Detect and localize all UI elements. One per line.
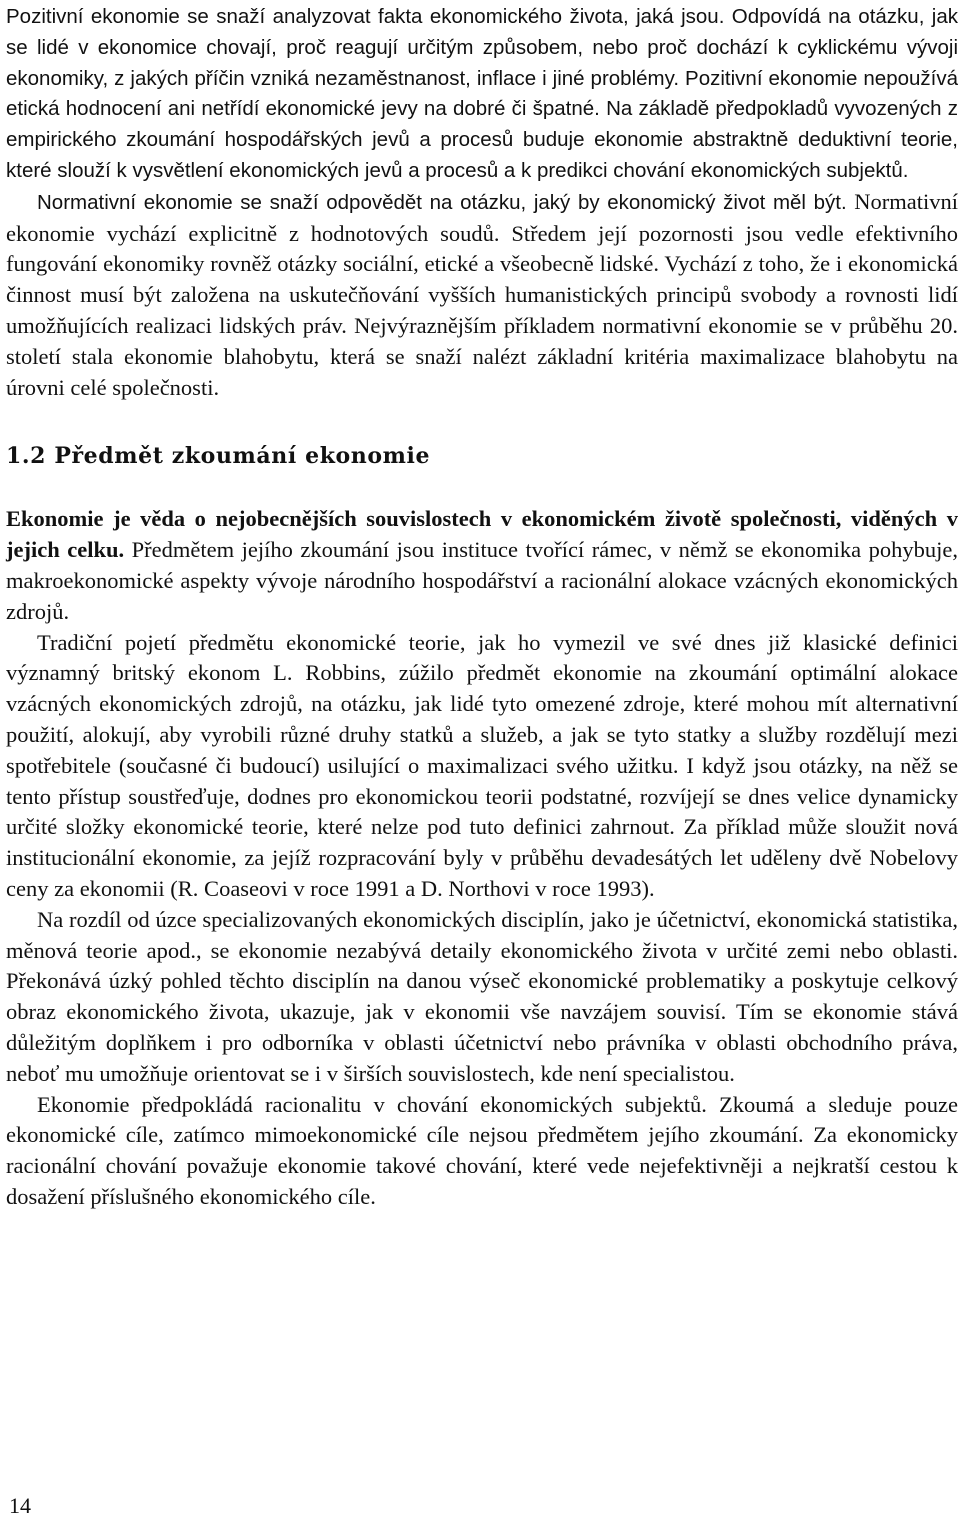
paragraph-disciplines: Na rozdíl od úzce specializovaných ekonomických disciplín, jako je účetnictví, ekonomická statistika, měnová teorie apod., se ekonomie nezabývá detaily ekonomického života v určité zemi nebo oblasti. Překonává úzký pohled těchto disciplín na danou výseč ekonomické problematiky a poskytuje celkový obraz ekonomického života, ukazuje, jak v ekonomii vše navzájem souvisí. Tím se ekonomie stává důležitým doplňkem i pro odborníka v oblasti účetnictví nebo právníka v oblasti obchodního práva, neboť mu umožňuje orientovat se i v širších souvislostech, kde není specialistou.	[6, 906, 958, 1086]
definition-bold-text: Ekonomie je věda o nejobecnějších souvislostech v ekonomickém životě společnosti, viděných v jejich celku.	[6, 506, 958, 563]
paragraph-positive-economics: Pozitivní ekonomie se snaží analyzovat fakta ekonomického života, jaká jsou. Odpovídá na otázku, jak se lidé v ekonomice chovají, proč reagují určitým způsobem, nebo proč dochází k cyklickému vývoji ekonomiky, z jakých příčin vzniká nezaměstnanost, inflace i jiné problémy. Pozitivní ekonomie nepoužívá etická hodnocení ani netřídí ekonomické jevy na dobré či špatné. Na základě předpokladů vyvozených z empirického zkoumání hospodářských jevů a procesů buduje ekonomie abstraktně deduktivní teorie, které slouží k vysvětlení ekonomických jevů a procesů a k predikci chování ekonomických subjektů.	[6, 5, 958, 182]
paragraph-normative-economics	[6, 187, 958, 404]
normative-body-text: Normativní ekonomie vychází explicitně z hodnotových soudů. Středem její pozornosti jsou vedle efektivního fungování ekonomiky rovněž otázky sociální, etické a všeobecně lidské. Vychází z toho, že i ekonomická činnost musí být založena na uskutečňování vyšších humanistických principů svobody a rovnosti lidí umožňujících realizaci lidských práv. Nejvýraznějším příkladem normativní ekonomie se v průběhu 20. století stala ekonomie blahobytu, která se snaží nalézt základní kritéria maximalizace blahobytu na úrovni celé společnosti.	[6, 188, 959, 400]
page-number: 14	[9, 1493, 31, 1518]
paragraph-robbins: Tradiční pojetí předmětu ekonomické teorie, jak ho vymezil ve své dnes již klasické definici významný britský ekonom L. Robbins, zúžilo předmět ekonomie na zkoumání optimální alokace vzácných ekonomických zdrojů, na otázku, jak lidé tyto omezené zdroje, které mohou mít alternativní použití, alokují, aby vyrobili různé druhy statků a služeb, a jak se tyto statky a služby rozdělují mezi spotřebitele (současné či budoucí) usilující o maximalizaci svého užitku. I když jsou otázky, na něž se tento přístup soustřeďuje, dodnes pro ekonomickou teorii podstatné, rozvíjejí se dnes velice dynamicky určité složky ekonomické teorie, které nelze pod tuto definici zahrnout. Za příklad může sloužit nová institucionální ekonomie, za jejíž rozpracování byly v průběhu devadesátých let uděleny dvě Nobelovy ceny za ekonomii (R. Coaseovi v roce 1991 a D. Northovi v roce 1993).	[6, 629, 958, 901]
paragraph-rationality: Ekonomie předpokládá racionalitu v chování ekonomických subjektů. Zkoumá a sleduje pouze ekonomické cíle, zatímco mimoekonomické cíle nejsou předmětem jejího zkoumání. Za ekonomicky racionální chování považuje ekonomie takové chování, které vede nejefektivněji a nejkratší cestou k dosažení příslušného ekonomického cíle.	[6, 1091, 958, 1209]
normative-intro-text: Normativní ekonomie se snaží odpovědět na otázku, jaký by ekonomický život měl být.	[37, 190, 847, 214]
definition-rest-text: Předmětem jejího zkoumání jsou instituce tvořící rámec, v němž se ekonomika pohybuje, makroekonomické aspekty vývoje národního hospodářství a racionální alokace vzácných ekonomických zdrojů.	[6, 537, 959, 624]
document-page	[6, 2, 958, 1213]
section-heading: 1.2 Předmět zkoumání ekonomie	[6, 443, 431, 470]
paragraph-definition	[6, 504, 958, 627]
